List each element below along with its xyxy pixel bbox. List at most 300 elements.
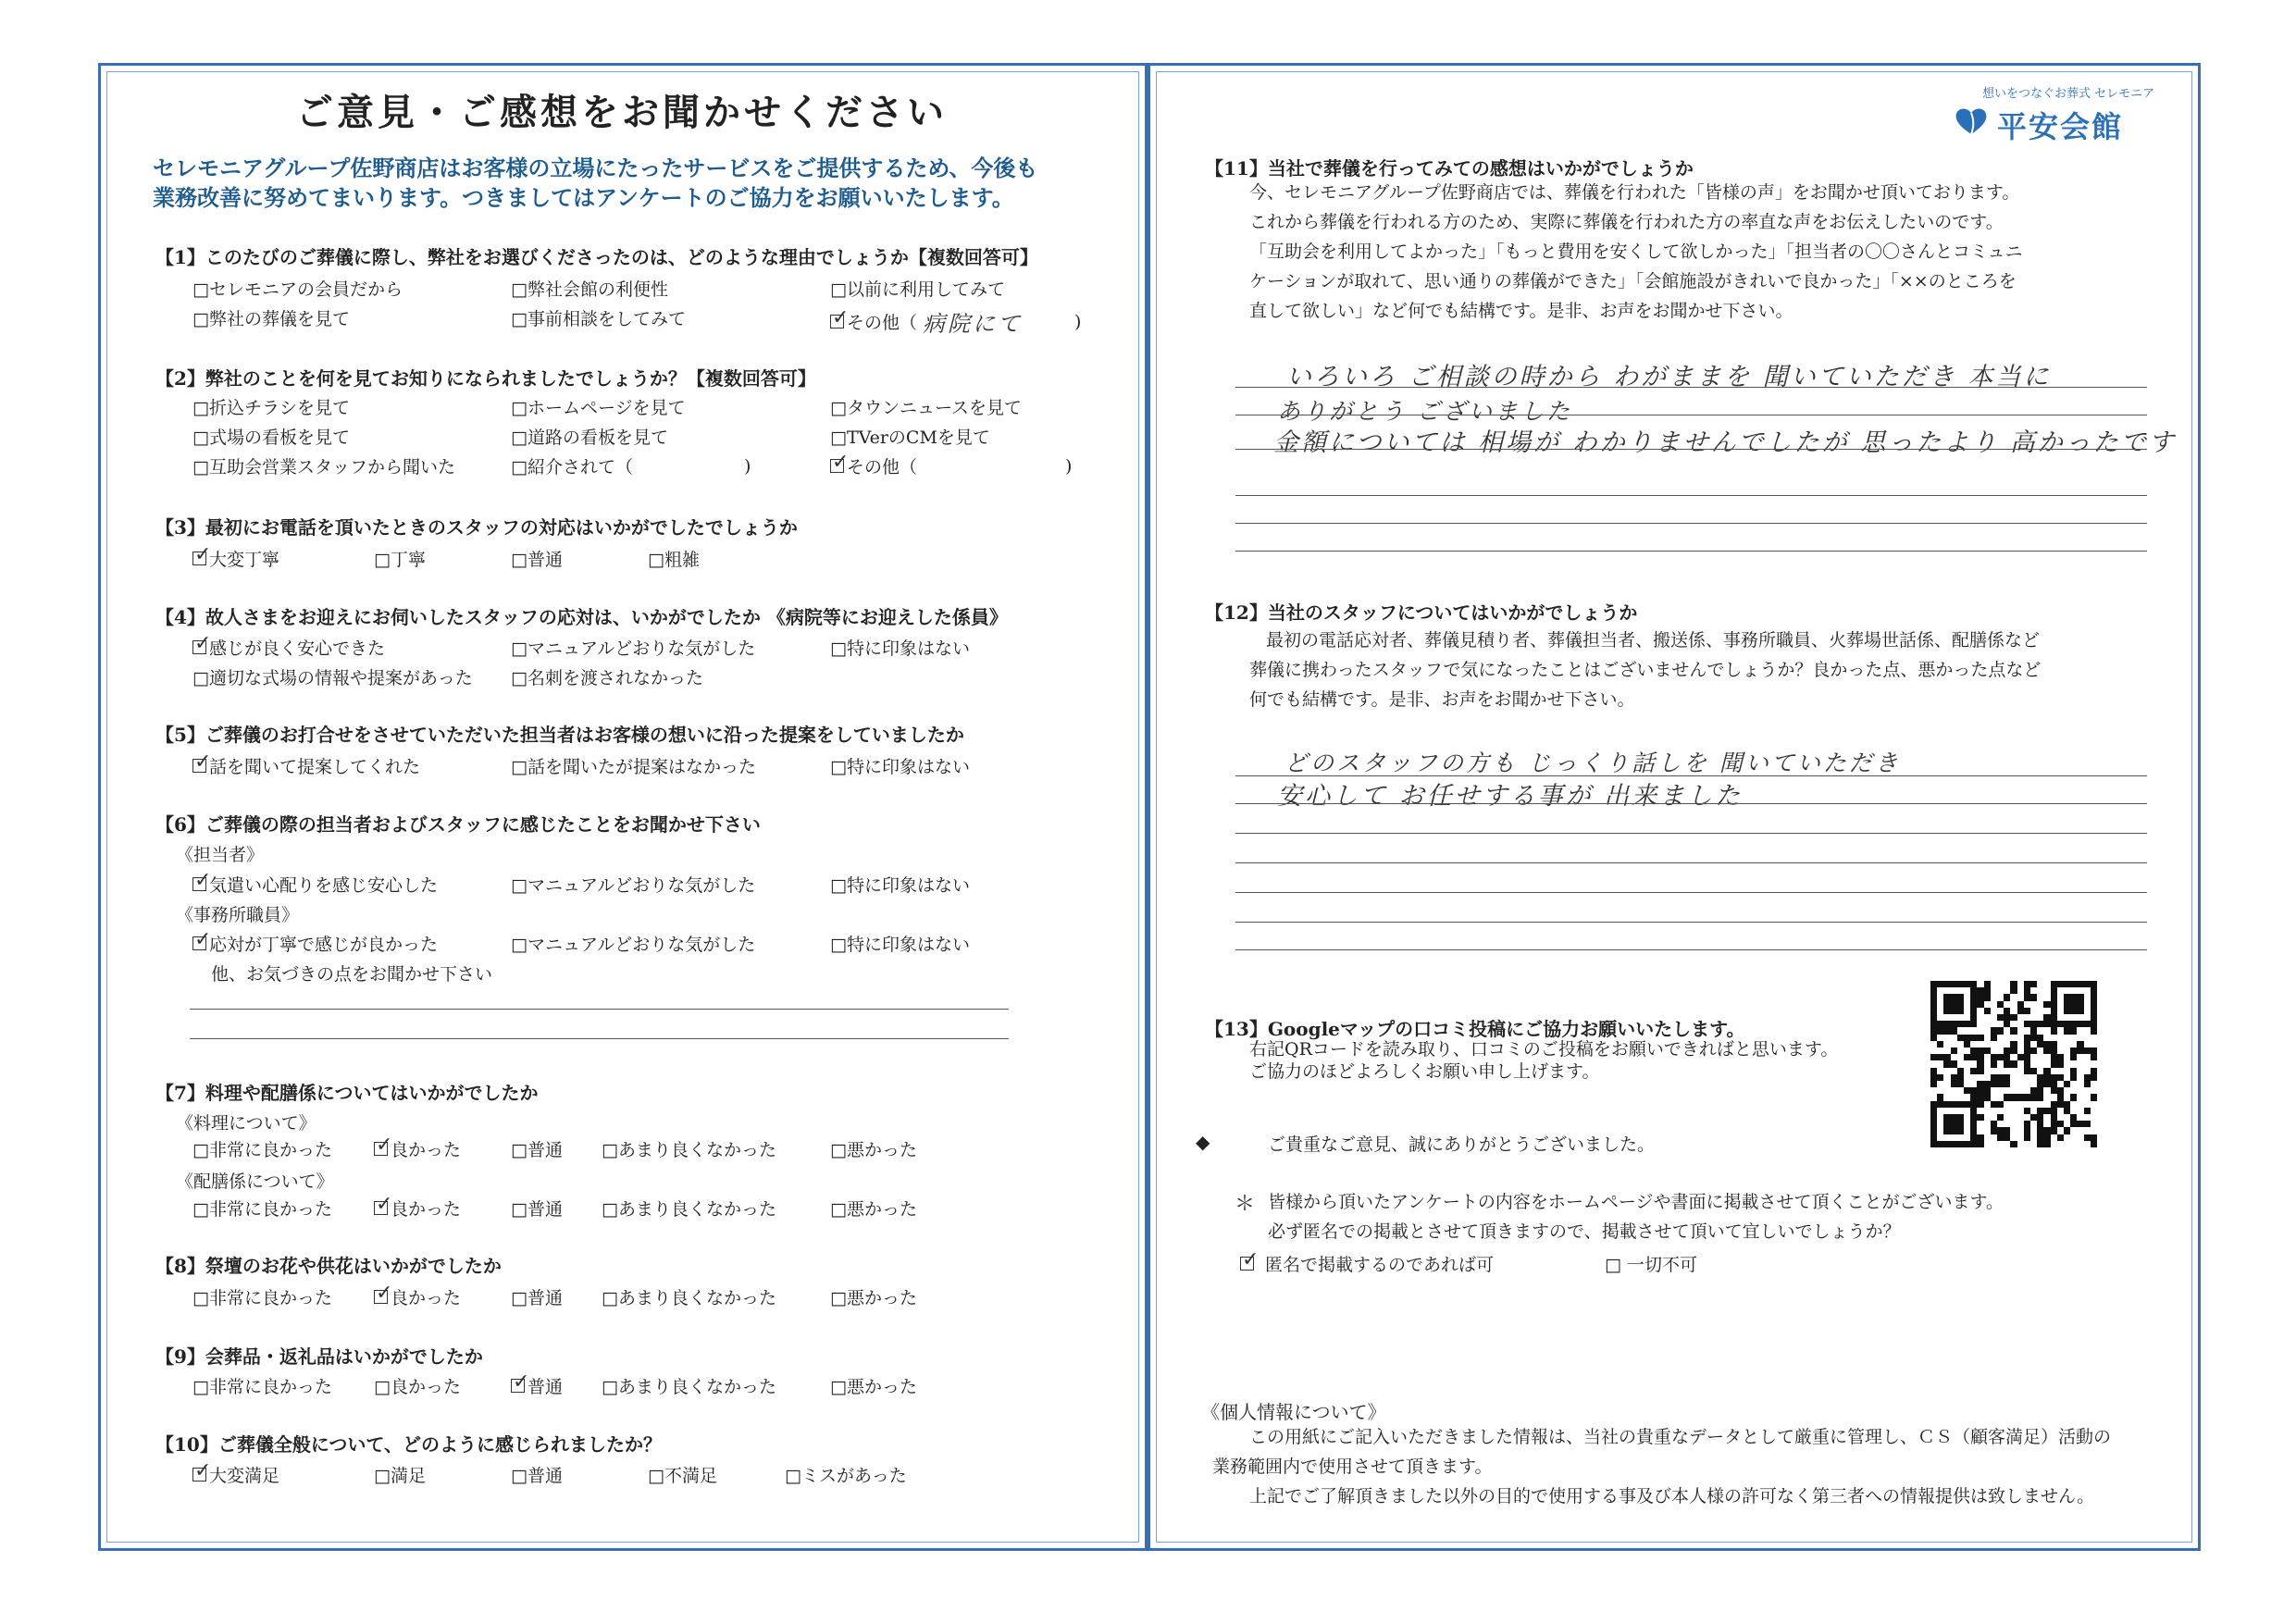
qr-module [1964, 1027, 1970, 1034]
answer-line[interactable] [1235, 862, 2147, 863]
q6-option-checked[interactable] [192, 931, 438, 956]
q6-option-checked[interactable] [192, 872, 438, 897]
qr-module [1997, 1054, 2004, 1060]
q1-option[interactable]: □セレモニアの会員だから [192, 279, 403, 300]
qr-module [2030, 1060, 2037, 1067]
qr-module [2091, 994, 2097, 1000]
checkbox-checked-icon[interactable] [192, 1468, 206, 1481]
qr-module [2057, 1060, 2064, 1067]
q5-option-checked[interactable] [192, 753, 420, 778]
qr-module [2077, 1060, 2083, 1067]
q10-option[interactable]: □ミスがあった [785, 1466, 907, 1486]
qr-module [2043, 1081, 2050, 1087]
qr-module [1977, 1081, 1983, 1087]
qr-module [1970, 1014, 1977, 1021]
qr-module [2057, 987, 2064, 994]
qr-module [2037, 1121, 2043, 1127]
qr-module [2070, 1048, 2077, 1054]
checkbox-checked-icon[interactable] [511, 1379, 525, 1393]
q1-option[interactable]: □事前相談をしてみて [511, 309, 686, 329]
q2-option[interactable]: □道路の看板を見て [511, 428, 668, 448]
qr-module [2051, 1001, 2057, 1008]
qr-module [1991, 1014, 1997, 1021]
qr-module [2057, 1008, 2064, 1014]
checkbox-checked-icon[interactable] [192, 552, 206, 565]
q7-option-checked[interactable] [374, 1196, 461, 1221]
q3-option[interactable]: □粗雑 [648, 550, 700, 570]
q2-option[interactable]: □折込チラシを見て [192, 398, 350, 418]
q10-option-checked[interactable] [192, 1462, 279, 1487]
qr-module [1970, 1008, 1977, 1014]
qr-module [1997, 1027, 2004, 1034]
qr-module [2084, 1094, 2091, 1100]
qr-module [1977, 1114, 1983, 1121]
qr-module [2051, 1008, 2057, 1014]
answer-line[interactable] [1235, 803, 2147, 804]
q7-sub-food: 《料理について》 [176, 1113, 316, 1134]
checkbox-checked-icon[interactable] [830, 459, 844, 473]
qr-module [1937, 1127, 1943, 1134]
qr-module [2004, 1127, 2010, 1134]
qr-module [2017, 1001, 2024, 1008]
checkbox-checked-icon[interactable] [830, 315, 844, 329]
answer-line[interactable] [1235, 449, 2147, 450]
qr-module [1964, 1001, 1970, 1008]
qr-module [1984, 1114, 1991, 1121]
qr-module [2064, 1021, 2070, 1027]
answer-line[interactable] [1235, 551, 2147, 552]
qr-module [2004, 981, 2010, 987]
qr-module [2057, 1021, 2064, 1027]
q8-option-checked[interactable] [374, 1284, 461, 1309]
qr-module [1991, 1021, 1997, 1027]
q4-label: 【4】故人さまをお迎えにお伺いしたスタッフの応対は、いかがでしたか 《病院等にお迎えした係員》 [155, 606, 1008, 628]
qr-module [2064, 1014, 2070, 1021]
q2-other-close: ) [1065, 455, 1073, 477]
qr-module [2070, 1141, 2077, 1147]
qr-module [1991, 1121, 1997, 1127]
comment-line[interactable] [190, 1009, 1009, 1010]
qr-module [1943, 1108, 1950, 1114]
qr-module [1964, 1081, 1970, 1087]
qr-module [2043, 1035, 2050, 1041]
q4-option[interactable]: □特に印象はない [830, 638, 970, 659]
qr-module [2043, 1060, 2050, 1067]
answer-line[interactable] [1235, 833, 2147, 834]
q2-option[interactable]: □式場の看板を見て [192, 428, 350, 448]
qr-module [1997, 1127, 2004, 1134]
qr-module [2017, 1134, 2024, 1141]
publish-option-label: 匿名で掲載するのであれば可 [1265, 1255, 1495, 1275]
qr-module [2084, 1021, 2091, 1027]
answer-line[interactable] [1235, 775, 2147, 776]
qr-module [1991, 1060, 1997, 1067]
q7-option-checked[interactable] [374, 1136, 461, 1161]
q4-option[interactable]: □マニュアルどおりな気がした [511, 638, 756, 659]
qr-module [1964, 987, 1970, 994]
qr-module [1991, 1035, 1997, 1041]
qr-module [1991, 987, 1997, 994]
qr-module [2057, 1035, 2064, 1041]
qr-module [1930, 1035, 1937, 1041]
q6-label: 【6】ご葬儀の際の担当者およびスタッフに感じたことをお聞かせ下さい [155, 813, 761, 836]
qr-module [2091, 1127, 2097, 1134]
answer-line[interactable] [1235, 387, 2147, 388]
q5-option[interactable]: □話を聞いたが提案はなかった [511, 757, 756, 777]
qr-module [1997, 1108, 2004, 1114]
qr-module [2091, 1068, 2097, 1074]
qr-module [2070, 1121, 2077, 1127]
qr-module [2024, 994, 2030, 1000]
q3-option[interactable]: □丁寧 [374, 550, 426, 570]
q2-option-other[interactable] [830, 453, 1072, 478]
qr-module [2077, 1114, 2083, 1121]
qr-module [1977, 1101, 1983, 1108]
publish-option-refuse[interactable]: □ 一切不可 [1605, 1255, 1697, 1275]
q7-option[interactable]: □普通 [511, 1140, 563, 1160]
qr-module [1977, 1121, 1983, 1127]
qr-module [2057, 1048, 2064, 1054]
qr-module [2037, 1027, 2043, 1034]
qr-module [1991, 1134, 1997, 1141]
comment-line[interactable] [190, 1038, 1009, 1039]
checkbox-checked-icon[interactable] [192, 640, 206, 654]
qr-module [2057, 1134, 2064, 1141]
q9-option[interactable]: □あまり良くなかった [602, 1377, 776, 1397]
q8-option[interactable]: □悪かった [830, 1288, 917, 1308]
qr-module [1930, 994, 1937, 1000]
qr-module [2077, 1121, 2083, 1127]
q10-option[interactable]: □不満足 [648, 1466, 717, 1486]
checkbox-checked-icon[interactable] [192, 759, 206, 773]
qr-module [1964, 1035, 1970, 1041]
q3-option[interactable]: □普通 [511, 550, 563, 570]
qr-module [1937, 1054, 1943, 1060]
qr-module [1964, 1094, 1970, 1100]
qr-module [1977, 1074, 1983, 1081]
q7-option[interactable]: □非常に良かった [192, 1199, 332, 1220]
q7-label: 【7】料理や配膳係についてはいかがでしたか [155, 1082, 539, 1104]
q3-label: 【3】最初にお電話を頂いたときのスタッフの対応はいかがでしたでしょうか [155, 516, 798, 539]
qr-module [1943, 1068, 1950, 1074]
qr-module [2043, 1094, 2050, 1100]
q2-referral-close: ) [743, 455, 751, 477]
qr-module [2017, 1094, 2024, 1100]
q2-option-referral[interactable] [511, 453, 751, 478]
qr-module [2057, 994, 2064, 1000]
qr-module [1937, 1081, 1943, 1087]
qr-module [1957, 994, 1964, 1000]
answer-line[interactable] [1235, 495, 2147, 496]
q4-option[interactable]: □名刺を渡されなかった [511, 668, 703, 688]
q10-option[interactable]: □満足 [374, 1466, 426, 1486]
q2-option[interactable]: □タウンニュースを見て [830, 398, 1023, 418]
checkbox-checked-icon[interactable] [374, 1201, 388, 1215]
answer-line[interactable] [1235, 949, 2147, 950]
qr-module [1984, 1021, 1991, 1027]
qr-module [2091, 1001, 2097, 1008]
qr-module [2037, 1041, 2043, 1048]
qr-module [2057, 1108, 2064, 1114]
q11-para-5: 直して欲しい」など何でも結構です。是非、お声をお聞かせ下さい。 [1249, 301, 1793, 321]
qr-module [2030, 987, 2037, 994]
qr-module [1930, 1060, 1937, 1067]
qr-module [2030, 1048, 2037, 1054]
qr-module [1943, 1048, 1950, 1054]
q6-option[interactable]: □マニュアルどおりな気がした [511, 875, 756, 896]
qr-module [2051, 1054, 2057, 1060]
qr-module [2010, 994, 2017, 1000]
qr-module [2070, 1068, 2077, 1074]
qr-module [1970, 1021, 1977, 1027]
q9-option[interactable]: □非常に良かった [192, 1377, 332, 1397]
q7-option[interactable]: □あまり良くなかった [602, 1140, 776, 1160]
qr-module [1943, 1114, 1950, 1121]
qr-module [1970, 1048, 1977, 1054]
publish-option-anonymous[interactable] [1240, 1251, 1494, 1276]
qr-module [2010, 981, 2017, 987]
q9-option[interactable]: □悪かった [830, 1377, 917, 1397]
qr-module [2010, 1001, 2017, 1008]
qr-module [1991, 1001, 1997, 1008]
answer-line[interactable] [1235, 892, 2147, 893]
checkbox-checked-icon[interactable] [192, 936, 206, 950]
qr-module [1984, 1068, 1991, 1074]
qr-module [1951, 1094, 1957, 1100]
q2-option[interactable]: □TVerのCMを見て [830, 428, 990, 448]
q7-option[interactable]: □悪かった [830, 1140, 917, 1160]
q4-option-checked[interactable] [192, 635, 385, 660]
qr-module [1937, 981, 1943, 987]
qr-module [2077, 1108, 2083, 1114]
qr-module [2030, 1008, 2037, 1014]
qr-module [1937, 1108, 1943, 1114]
qr-module [2024, 987, 2030, 994]
qr-module [1930, 1068, 1937, 1074]
qr-module [2043, 987, 2050, 994]
qr-module [2030, 1134, 2037, 1141]
qr-module [2037, 994, 2043, 1000]
qr-module [2084, 1035, 2091, 1041]
qr-module [1991, 1141, 1997, 1147]
q11-label: 【11】当社で葬儀を行ってみての感想はいかがでしょうか [1205, 157, 1694, 180]
q3-option-checked[interactable] [192, 546, 279, 571]
qr-module [2037, 1021, 2043, 1027]
qr-module [1951, 1008, 1957, 1014]
q9-option-checked[interactable] [511, 1373, 563, 1398]
qr-module [2043, 1074, 2050, 1081]
q6-option[interactable]: □特に印象はない [830, 875, 970, 896]
q1-option-other[interactable] [830, 305, 1081, 338]
q7-option[interactable]: □悪かった [830, 1199, 917, 1220]
qr-module [2077, 987, 2083, 994]
qr-module [2091, 1134, 2097, 1141]
qr-module [2077, 1054, 2083, 1060]
qr-module [1964, 981, 1970, 987]
qr-module [2037, 1001, 2043, 1008]
qr-module [1991, 981, 1997, 987]
qr-module [2010, 987, 2017, 994]
qr-module [1951, 1021, 1957, 1027]
qr-module [1991, 1108, 1997, 1114]
qr-module [2043, 1101, 2050, 1108]
q5-option[interactable]: □特に印象はない [830, 757, 970, 777]
qr-module [1943, 1014, 1950, 1021]
q8-option[interactable]: □あまり良くなかった [602, 1288, 776, 1308]
qr-module [2070, 987, 2077, 994]
qr-module [2070, 1054, 2077, 1060]
q7-option[interactable]: □あまり良くなかった [602, 1199, 776, 1220]
qr-module [2091, 1048, 2097, 1054]
survey-title: ご意見・ご感想をお聞かせください [296, 91, 948, 134]
qr-module [2024, 1114, 2030, 1121]
q7-option[interactable]: □普通 [511, 1199, 563, 1220]
q13-para-1: 右記QRコードを読み取り、口コミのご投稿をお願いできればと思います。 [1249, 1039, 1839, 1060]
qr-module [1957, 1074, 1964, 1081]
qr-module [2051, 1141, 2057, 1147]
q7-option-label: 良かった [391, 1140, 462, 1160]
qr-module [1937, 1101, 1943, 1108]
q4-option-label: 感じが良く安心できた [209, 638, 386, 659]
google-maps-qr-code[interactable] [1930, 981, 2097, 1147]
q4-option[interactable]: □適切な式場の情報や提案があった [192, 668, 473, 688]
q2-option[interactable]: □互助会営業スタッフから聞いた [192, 457, 455, 477]
qr-module [1970, 987, 1977, 994]
q7-option[interactable]: □非常に良かった [192, 1140, 332, 1160]
qr-module [1943, 1035, 1950, 1041]
checkbox-checked-icon[interactable] [374, 1290, 388, 1304]
qr-module [1977, 1134, 1983, 1141]
qr-module [2004, 987, 2010, 994]
qr-module [1937, 1027, 1943, 1034]
qr-module [1951, 1048, 1957, 1054]
checkbox-checked-icon[interactable] [374, 1142, 388, 1156]
qr-module [2024, 1121, 2030, 1127]
checkbox-checked-icon[interactable] [1240, 1257, 1254, 1271]
q6-option[interactable]: □特に印象はない [830, 935, 970, 955]
q6-option[interactable]: □マニュアルどおりな気がした [511, 935, 756, 955]
q11-handwritten-line-1: いろいろ ご相談の時から わがままを 聞いていただき 本当に [1286, 363, 2052, 391]
qr-module [2024, 1035, 2030, 1041]
qr-module [1951, 994, 1957, 1000]
qr-module [2064, 1121, 2070, 1127]
qr-module [1937, 1121, 1943, 1127]
qr-module [2010, 1114, 2017, 1121]
qr-module [2084, 1127, 2091, 1134]
qr-module [1930, 981, 1937, 987]
qr-module [2077, 1101, 2083, 1108]
qr-module [1970, 1041, 1977, 1048]
qr-module [2030, 1027, 2037, 1034]
qr-module [2057, 1068, 2064, 1074]
qr-module [1943, 1008, 1950, 1014]
q10-option[interactable]: □普通 [511, 1466, 563, 1486]
qr-module [2077, 1041, 2083, 1048]
qr-module [1943, 1021, 1950, 1027]
qr-module [1943, 1060, 1950, 1067]
qr-module [2077, 1134, 2083, 1141]
qr-module [2077, 1081, 2083, 1087]
qr-module [1964, 1068, 1970, 1074]
qr-module [2004, 1041, 2010, 1048]
qr-module [1964, 1021, 1970, 1027]
qr-module [1977, 1027, 1983, 1034]
qr-module [1943, 1074, 1950, 1081]
qr-module [2004, 1035, 2010, 1041]
qr-module [1937, 1141, 1943, 1147]
q11-handwritten-line-3: 金額については 相場が わかりませんでしたが 思ったより 高かったです [1273, 428, 2177, 457]
q8-option[interactable]: □普通 [511, 1288, 563, 1308]
qr-module [2037, 1068, 2043, 1074]
qr-module [1951, 1060, 1957, 1067]
qr-module [2017, 1008, 2024, 1014]
q1-option[interactable]: □弊社会館の利便性 [511, 279, 668, 300]
qr-module [1957, 1041, 1964, 1048]
qr-module [1957, 1141, 1964, 1147]
checkbox-checked-icon[interactable] [192, 877, 206, 891]
qr-module [2037, 981, 2043, 987]
qr-module [1977, 1108, 1983, 1114]
q12-para-1: 最初の電話応対者、葬儀見積り者、葬儀担当者、搬送係、事務所職員、火葬場世話係、配膳係など [1266, 630, 2041, 651]
qr-module [2010, 1074, 2017, 1081]
qr-module [2017, 1035, 2024, 1041]
qr-module [1930, 1048, 1937, 1054]
qr-module [2051, 1048, 2057, 1054]
qr-module [1964, 1121, 1970, 1127]
qr-module [2051, 994, 2057, 1000]
q8-option-label: 良かった [391, 1288, 462, 1308]
q1-option[interactable]: □弊社の葬儀を見て [192, 309, 350, 329]
answer-line[interactable] [1235, 922, 2147, 923]
qr-module [1951, 1141, 1957, 1147]
q2-option[interactable]: □ホームページを見て [511, 398, 686, 418]
qr-module [1984, 1087, 1991, 1094]
qr-module [1977, 1141, 1983, 1147]
qr-module [1957, 1121, 1964, 1127]
qr-module [1943, 994, 1950, 1000]
qr-module [2051, 1134, 2057, 1141]
qr-module [2057, 1121, 2064, 1127]
qr-module [2010, 1101, 2017, 1108]
q1-option[interactable]: □以前に利用してみて [830, 279, 1005, 300]
qr-module [1997, 1134, 2004, 1141]
qr-module [2024, 1108, 2030, 1114]
qr-module [2043, 1141, 2050, 1147]
q12-handwritten-line-1: どのスタッフの方も じっくり話しを 聞いていただき [1285, 750, 1901, 776]
qr-module [2024, 1041, 2030, 1048]
qr-module [1957, 1054, 1964, 1060]
intro-line-1: セレモニアグループ佐野商店はお客様の立場にたったサービスをご提供するため、今後も [153, 155, 1038, 181]
q8-option[interactable]: □非常に良かった [192, 1288, 332, 1308]
q9-option[interactable]: □良かった [374, 1377, 461, 1397]
qr-module [2091, 1014, 2097, 1021]
asterisk-icon: ＊ [1235, 1193, 1256, 1216]
qr-module [1937, 1014, 1943, 1021]
qr-module [1930, 1054, 1937, 1060]
qr-module [2010, 1021, 2017, 1027]
qr-module [1977, 1127, 1983, 1134]
qr-module [2084, 1081, 2091, 1087]
qr-module [2024, 1021, 2030, 1027]
qr-module [2017, 1127, 2024, 1134]
qr-module [2017, 1068, 2024, 1074]
answer-line[interactable] [1235, 523, 2147, 524]
qr-module [2064, 1141, 2070, 1147]
qr-module [2010, 1014, 2017, 1021]
qr-module [2077, 1094, 2083, 1100]
qr-module [2043, 1014, 2050, 1021]
qr-module [2037, 1134, 2043, 1141]
